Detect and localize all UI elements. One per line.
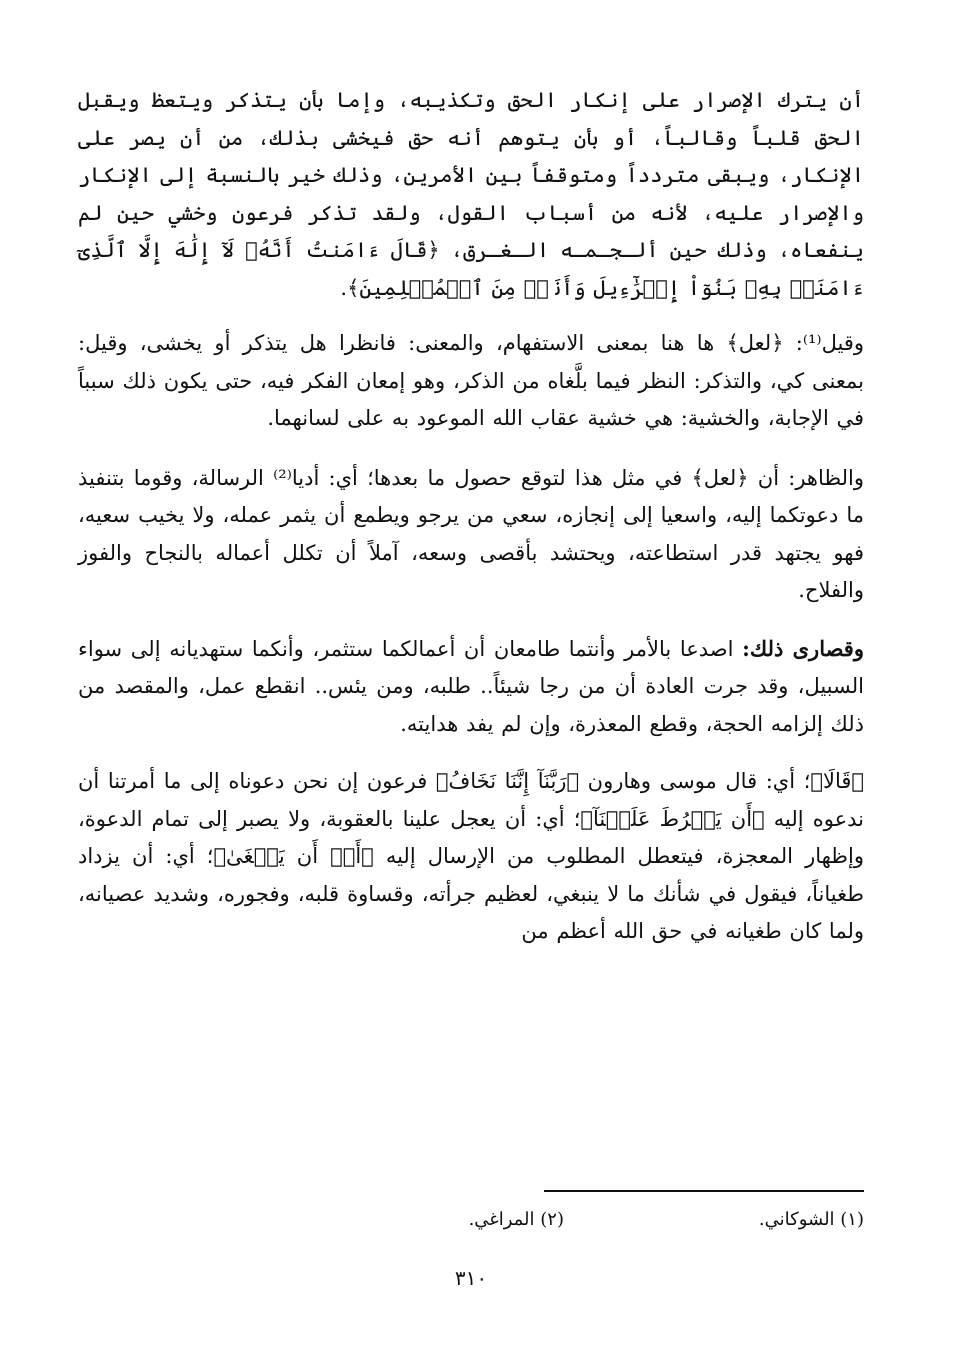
footnotes (78, 1206, 864, 1236)
footnote-divider (544, 1190, 864, 1192)
page-body (78, 82, 864, 1290)
footnote-2: (٢) المراغي. (468, 1209, 564, 1230)
paragraph-2: وقيل⁽¹⁾: ﴿لعل﴾ ها هنا بمعنى الاستفهام، والمعنى: فانظرا هل يتذكر أو يخشى، وقيل: بمعنى كي، والتذكر: النظر فيما بلَّغاه من الذكر، وهو إمعان الفكر فيه، حتى يكون ذلك سبباً في الإجابة، والخشية: هي خشية عقاب الله الموعود به على لسانهما. (78, 331, 864, 430)
paragraph-4-text: اصدعا بالأمر وأنتما طامعان أن أعمالكما ستثمر، وأنكما ستهديانه إلى سواء السبيل، وقد جرت العادة أن من رجا شيئاً.. طلبه، ومن يئس.. انقطع عمل، والمقصد من ذلك إلزامه الحجة، وقطع المعذرة، وإن لم يفد هدايته. (78, 636, 864, 736)
page-number: ٣١٠ (454, 1266, 488, 1290)
paragraph-3: والظاهر: أن ﴿لعل﴾ في مثل هذا لتوقع حصول ما بعدها؛ أي: أديا⁽²⁾ الرسالة، وقوما بتنفيذ ما دعوتكما إليه، واسعيا إلى إنجازه، سعي من يرجو ويطمع أن يثمر عمله، ولا يخيب سعيه، فهو يجتهد قدر استطاعته، ويحتشد بأقصى وسعه، آملاً أن تكلل أعماله بالنجاح والفوز والفلاح. (78, 465, 864, 602)
footnote-1: (١) الشوكاني. (758, 1209, 864, 1230)
paragraph-1: أن يترك الإصرار على إنكار الحق وتكذيبه، وإما بأن يتذكر ويتعظ ويقبل الحق قلباً وقالباً، أو بأن يتوهم أنه حق فيخشى بذلك، من أن يصر على الإنكار، ويبقى متردداً ومتوقفاً بين الأمرين، وذلك خير بالنسبة إلى الإنكار والإصرار عليه، لأنه من أسباب القول، ولقد تذكر فرعون وخشي حين لم ينفعاه، وذلك حين ألـجـمـه الـغـرق، ﴿قَالَ ءَامَنتُ أَنَّهُۥ لَآ إِلَٰهَ إِلَّا ٱلَّذِىٓ ءَامَنَتۡ بِهِۦ بَنُوٓاْ إِسۡرَٰٓءِيلَ وَأَنَا۠ مِنَ ٱلۡمُسۡلِمِينَ﴾. (78, 88, 864, 300)
paragraph-4-lead: وقصارى ذلك: (742, 635, 864, 661)
paragraph-4 (78, 630, 864, 744)
paragraph-5: ﴿قَالَا﴾؛ أي: قال موسى وهارون ﴿رَبَّنَآ إِنَّنَا نَخَافُ﴾ فرعون إن نحن دعوناه إلى ما أمرتنا أن ندعوه إليه ﴿أَن يَفۡرُطَ عَلَيۡنَآ﴾؛ أي: أن يعجل علينا بالعقوبة، ولا يصبر إلى تمام الدعوة، وإظهار المعجزة، فيتعطل المطلوب من الإرسال إليه ﴿أَوۡ أَن يَطۡغَىٰ﴾؛ أي: أن يزداد طغياناً، فيقول في شأنك ما لا ينبغي، لعظيم جرأته، وقساوة قلبه، وفجوره، وشديد عصيانه، ولما كان طغيانه في حق الله أعظم من (78, 769, 864, 943)
